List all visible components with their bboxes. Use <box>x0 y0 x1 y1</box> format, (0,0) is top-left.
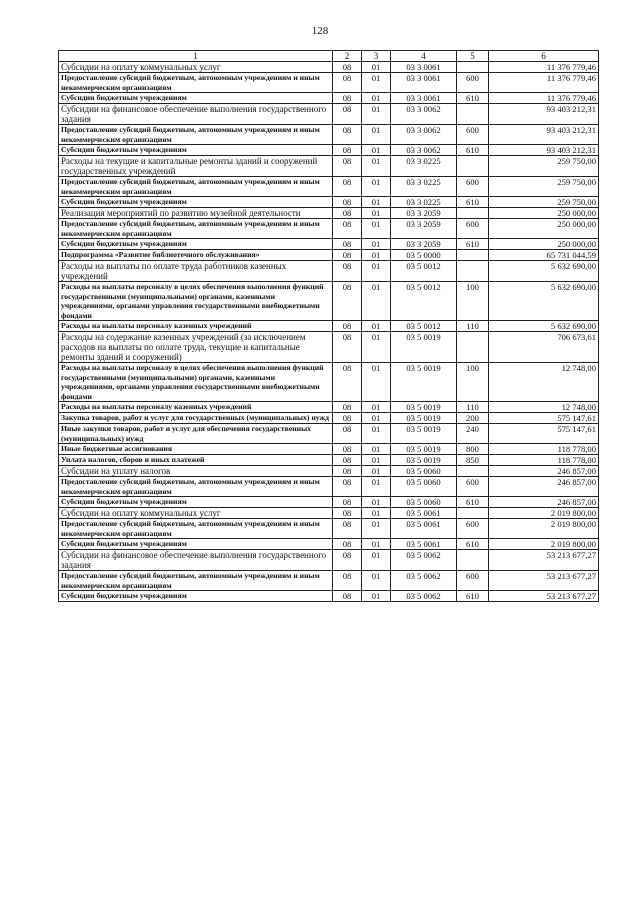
section-cell: 08 <box>333 519 362 539</box>
subsection-cell: 01 <box>362 282 391 321</box>
section-cell: 08 <box>333 219 362 239</box>
amount-cell: 12 748,00 <box>489 402 599 413</box>
item-name-cell: Предоставление субсидий бюджетным, автономным учреждениям и иным некоммерческим организациям <box>59 477 333 497</box>
table-row <box>59 550 599 571</box>
item-name-cell: Субсидии бюджетным учреждениям <box>59 591 333 602</box>
table-row <box>59 508 599 519</box>
subsection-cell: 01 <box>362 508 391 519</box>
subsection-cell: 01 <box>362 519 391 539</box>
target-article-cell: 03 3 0062 <box>391 104 457 125</box>
target-article-cell: 03 5 0019 <box>391 424 457 444</box>
section-cell: 08 <box>333 104 362 125</box>
section-cell: 08 <box>333 145 362 156</box>
section-cell: 08 <box>333 332 362 363</box>
subsection-cell: 01 <box>362 444 391 455</box>
item-name-cell: Уплата налогов, сборов и иных платежей <box>59 455 333 466</box>
target-article-cell: 03 5 0060 <box>391 466 457 477</box>
expense-type-cell: 600 <box>457 177 489 197</box>
amount-cell: 118 778,00 <box>489 455 599 466</box>
item-name-cell: Предоставление субсидий бюджетным, автономным учреждениям и иным некоммерческим организациям <box>59 519 333 539</box>
section-cell: 08 <box>333 508 362 519</box>
table-row <box>59 177 599 197</box>
target-article-cell: 03 3 2059 <box>391 219 457 239</box>
item-name-cell: Закупка товаров, работ и услуг для государственных (муниципальных) нужд <box>59 413 333 424</box>
expense-type-cell <box>457 156 489 177</box>
expense-type-cell: 100 <box>457 282 489 321</box>
target-article-cell: 03 5 0062 <box>391 571 457 591</box>
amount-cell: 2 019 800,00 <box>489 539 599 550</box>
table-header-row <box>59 51 599 62</box>
subsection-cell: 01 <box>362 125 391 145</box>
subsection-cell: 01 <box>362 477 391 497</box>
section-cell: 08 <box>333 208 362 219</box>
subsection-cell: 01 <box>362 455 391 466</box>
amount-cell: 5 632 690,00 <box>489 261 599 282</box>
subsection-cell: 01 <box>362 93 391 104</box>
table-row <box>59 145 599 156</box>
item-name-cell: Расходы на текущие и капитальные ремонты зданий и сооружений государственных учреждений <box>59 156 333 177</box>
column-header: 6 <box>489 51 599 62</box>
column-header: 3 <box>362 51 391 62</box>
subsection-cell: 01 <box>362 424 391 444</box>
expense-type-cell: 600 <box>457 219 489 239</box>
expense-type-cell: 240 <box>457 424 489 444</box>
item-name-cell: Реализация мероприятий по развитию музейной деятельности <box>59 208 333 219</box>
target-article-cell: 03 3 2059 <box>391 208 457 219</box>
expense-type-cell: 110 <box>457 402 489 413</box>
subsection-cell: 01 <box>362 332 391 363</box>
table-row <box>59 62 599 73</box>
item-name-cell: Предоставление субсидий бюджетным, автономным учреждениям и иным некоммерческим организациям <box>59 125 333 145</box>
item-name-cell: Субсидии на уплату налогов <box>59 466 333 477</box>
table-row <box>59 321 599 332</box>
table-row <box>59 591 599 602</box>
expense-type-cell <box>457 332 489 363</box>
expense-type-cell: 610 <box>457 239 489 250</box>
section-cell: 08 <box>333 413 362 424</box>
section-cell: 08 <box>333 550 362 571</box>
subsection-cell: 01 <box>362 539 391 550</box>
table-row <box>59 282 599 321</box>
target-article-cell: 03 5 0019 <box>391 455 457 466</box>
subsection-cell: 01 <box>362 208 391 219</box>
target-article-cell: 03 3 0225 <box>391 177 457 197</box>
amount-cell: 259 750,00 <box>489 197 599 208</box>
item-name-cell: Субсидии на оплату коммунальных услуг <box>59 508 333 519</box>
table-row <box>59 519 599 539</box>
section-cell: 08 <box>333 156 362 177</box>
item-name-cell: Расходы на выплаты персоналу в целях обеспечения выполнения функций государственными (муниципальными) органами, казенными учреждениями, органами управления государственными внебюджетными фондами <box>59 363 333 402</box>
target-article-cell: 03 3 0225 <box>391 197 457 208</box>
subsection-cell: 01 <box>362 219 391 239</box>
section-cell: 08 <box>333 197 362 208</box>
amount-cell: 250 000,00 <box>489 208 599 219</box>
expense-type-cell: 600 <box>457 73 489 93</box>
page-number: 128 <box>311 25 329 37</box>
table-row <box>59 250 599 261</box>
section-cell: 08 <box>333 321 362 332</box>
amount-cell: 12 748,00 <box>489 363 599 402</box>
table-row <box>59 571 599 591</box>
expense-type-cell <box>457 208 489 219</box>
subsection-cell: 01 <box>362 145 391 156</box>
expense-type-cell: 610 <box>457 197 489 208</box>
expense-type-cell <box>457 508 489 519</box>
amount-cell: 250 000,00 <box>489 219 599 239</box>
section-cell: 08 <box>333 125 362 145</box>
target-article-cell: 03 5 0019 <box>391 332 457 363</box>
section-cell: 08 <box>333 591 362 602</box>
column-header: 5 <box>457 51 489 62</box>
item-name-cell: Предоставление субсидий бюджетным, автономным учреждениям и иным некоммерческим организациям <box>59 571 333 591</box>
amount-cell: 5 632 690,00 <box>489 321 599 332</box>
item-name-cell: Расходы на выплаты персоналу в целях обеспечения выполнения функций государственными (муниципальными) органами, казенными учреждениями, органами управления государственными внебюджетными фондами <box>59 282 333 321</box>
target-article-cell: 03 5 0061 <box>391 508 457 519</box>
amount-cell: 259 750,00 <box>489 156 599 177</box>
section-cell: 08 <box>333 539 362 550</box>
section-cell: 08 <box>333 62 362 73</box>
expense-type-cell <box>457 62 489 73</box>
expense-type-cell: 610 <box>457 145 489 156</box>
amount-cell: 11 376 779,46 <box>489 73 599 93</box>
target-article-cell: 03 3 2059 <box>391 239 457 250</box>
table-row <box>59 104 599 125</box>
item-name-cell: Субсидии бюджетным учреждениям <box>59 239 333 250</box>
expense-type-cell <box>457 466 489 477</box>
table-row <box>59 363 599 402</box>
target-article-cell: 03 5 0012 <box>391 321 457 332</box>
subsection-cell: 01 <box>362 104 391 125</box>
table-row <box>59 332 599 363</box>
table-body <box>59 51 599 602</box>
item-name-cell: Субсидии на финансовое обеспечение выполнения государственного задания <box>59 550 333 571</box>
target-article-cell: 03 3 0061 <box>391 93 457 104</box>
section-cell: 08 <box>333 93 362 104</box>
subsection-cell: 01 <box>362 413 391 424</box>
section-cell: 08 <box>333 424 362 444</box>
table-row <box>59 413 599 424</box>
target-article-cell: 03 5 0019 <box>391 413 457 424</box>
target-article-cell: 03 5 0061 <box>391 519 457 539</box>
target-article-cell: 03 3 0225 <box>391 156 457 177</box>
section-cell: 08 <box>333 477 362 497</box>
expense-type-cell: 110 <box>457 321 489 332</box>
section-cell: 08 <box>333 363 362 402</box>
expense-type-cell <box>457 261 489 282</box>
target-article-cell: 03 5 0060 <box>391 497 457 508</box>
item-name-cell: Субсидии бюджетным учреждениям <box>59 497 333 508</box>
expense-type-cell: 600 <box>457 477 489 497</box>
section-cell: 08 <box>333 282 362 321</box>
amount-cell: 246 857,00 <box>489 497 599 508</box>
subsection-cell: 01 <box>362 177 391 197</box>
expense-type-cell: 600 <box>457 125 489 145</box>
subsection-cell: 01 <box>362 363 391 402</box>
table-row <box>59 208 599 219</box>
amount-cell: 2 019 800,00 <box>489 519 599 539</box>
target-article-cell: 03 5 0019 <box>391 402 457 413</box>
item-name-cell: Предоставление субсидий бюджетным, автономным учреждениям и иным некоммерческим организациям <box>59 73 333 93</box>
subsection-cell: 01 <box>362 591 391 602</box>
amount-cell: 118 778,00 <box>489 444 599 455</box>
expense-type-cell: 850 <box>457 455 489 466</box>
item-name-cell: Предоставление субсидий бюджетным, автономным учреждениям и иным некоммерческим организациям <box>59 219 333 239</box>
subsection-cell: 01 <box>362 466 391 477</box>
amount-cell: 53 213 677,27 <box>489 571 599 591</box>
amount-cell: 5 632 690,00 <box>489 282 599 321</box>
table-row <box>59 125 599 145</box>
table-row <box>59 156 599 177</box>
section-cell: 08 <box>333 177 362 197</box>
section-cell: 08 <box>333 444 362 455</box>
table-row <box>59 261 599 282</box>
subsection-cell: 01 <box>362 197 391 208</box>
item-name-cell: Субсидии бюджетным учреждениям <box>59 539 333 550</box>
expense-type-cell: 800 <box>457 444 489 455</box>
target-article-cell: 03 5 0060 <box>391 477 457 497</box>
amount-cell: 93 403 212,31 <box>489 104 599 125</box>
section-cell: 08 <box>333 497 362 508</box>
table-row <box>59 455 599 466</box>
amount-cell: 575 147,61 <box>489 424 599 444</box>
subsection-cell: 01 <box>362 571 391 591</box>
item-name-cell: Субсидии бюджетным учреждениям <box>59 145 333 156</box>
amount-cell: 11 376 779,46 <box>489 62 599 73</box>
table-row <box>59 402 599 413</box>
target-article-cell: 03 5 0062 <box>391 550 457 571</box>
table-row <box>59 197 599 208</box>
subsection-cell: 01 <box>362 402 391 413</box>
target-article-cell: 03 3 0061 <box>391 62 457 73</box>
target-article-cell: 03 5 0062 <box>391 591 457 602</box>
expense-type-cell <box>457 250 489 261</box>
table-row <box>59 466 599 477</box>
expense-type-cell <box>457 104 489 125</box>
target-article-cell: 03 3 0062 <box>391 125 457 145</box>
amount-cell: 93 403 212,31 <box>489 145 599 156</box>
amount-cell: 2 019 800,00 <box>489 508 599 519</box>
expense-type-cell <box>457 550 489 571</box>
amount-cell: 246 857,00 <box>489 477 599 497</box>
table-row <box>59 424 599 444</box>
section-cell: 08 <box>333 466 362 477</box>
item-name-cell: Расходы на выплаты по оплате труда работников казенных учреждений <box>59 261 333 282</box>
table-row <box>59 539 599 550</box>
subsection-cell: 01 <box>362 62 391 73</box>
expense-type-cell: 610 <box>457 93 489 104</box>
subsection-cell: 01 <box>362 321 391 332</box>
item-name-cell: Расходы на выплаты персоналу казенных учреждений <box>59 321 333 332</box>
amount-cell: 246 857,00 <box>489 466 599 477</box>
expense-type-cell: 600 <box>457 519 489 539</box>
target-article-cell: 03 5 0012 <box>391 282 457 321</box>
item-name-cell: Расходы на содержание казенных учреждений (за исключением расходов на выплаты по оплате труда, текущие и капитальные ремонты зданий и сооружений) <box>59 332 333 363</box>
expense-type-cell: 200 <box>457 413 489 424</box>
item-name-cell: Субсидии на оплату коммунальных услуг <box>59 62 333 73</box>
column-header: 1 <box>59 51 333 62</box>
target-article-cell: 03 5 0019 <box>391 363 457 402</box>
amount-cell: 250 000,00 <box>489 239 599 250</box>
budget-table <box>58 50 599 602</box>
subsection-cell: 01 <box>362 550 391 571</box>
item-name-cell: Расходы на выплаты персоналу казенных учреждений <box>59 402 333 413</box>
table-row <box>59 444 599 455</box>
item-name-cell: Иные бюджетные ассигнования <box>59 444 333 455</box>
section-cell: 08 <box>333 455 362 466</box>
expense-type-cell: 610 <box>457 539 489 550</box>
expense-type-cell: 600 <box>457 571 489 591</box>
table-row <box>59 477 599 497</box>
target-article-cell: 03 5 0019 <box>391 444 457 455</box>
expense-type-cell: 610 <box>457 497 489 508</box>
expense-type-cell: 610 <box>457 591 489 602</box>
section-cell: 08 <box>333 261 362 282</box>
section-cell: 08 <box>333 402 362 413</box>
subsection-cell: 01 <box>362 73 391 93</box>
section-cell: 08 <box>333 239 362 250</box>
target-article-cell: 03 3 0061 <box>391 73 457 93</box>
target-article-cell: 03 3 0062 <box>391 145 457 156</box>
item-name-cell: Субсидии бюджетным учреждениям <box>59 197 333 208</box>
amount-cell: 259 750,00 <box>489 177 599 197</box>
amount-cell: 11 376 779,46 <box>489 93 599 104</box>
table-row <box>59 219 599 239</box>
table-row <box>59 73 599 93</box>
item-name-cell: Предоставление субсидий бюджетным, автономным учреждениям и иным некоммерческим организациям <box>59 177 333 197</box>
expense-type-cell: 100 <box>457 363 489 402</box>
item-name-cell: Иные закупки товаров, работ и услуг для обеспечения государственных (муниципальных) нужд <box>59 424 333 444</box>
target-article-cell: 03 5 0000 <box>391 250 457 261</box>
amount-cell: 65 731 044,59 <box>489 250 599 261</box>
section-cell: 08 <box>333 250 362 261</box>
subsection-cell: 01 <box>362 497 391 508</box>
table-row <box>59 497 599 508</box>
target-article-cell: 03 5 0061 <box>391 539 457 550</box>
item-name-cell: Субсидии на финансовое обеспечение выполнения государственного задания <box>59 104 333 125</box>
table-row <box>59 93 599 104</box>
item-name-cell: Субсидии бюджетным учреждениям <box>59 93 333 104</box>
amount-cell: 53 213 677,27 <box>489 591 599 602</box>
table-row <box>59 239 599 250</box>
subsection-cell: 01 <box>362 156 391 177</box>
section-cell: 08 <box>333 571 362 591</box>
amount-cell: 93 403 212,31 <box>489 125 599 145</box>
amount-cell: 53 213 677,27 <box>489 550 599 571</box>
target-article-cell: 03 5 0012 <box>391 261 457 282</box>
column-header: 4 <box>391 51 457 62</box>
amount-cell: 706 673,61 <box>489 332 599 363</box>
section-cell: 08 <box>333 73 362 93</box>
subsection-cell: 01 <box>362 250 391 261</box>
column-header: 2 <box>333 51 362 62</box>
subsection-cell: 01 <box>362 239 391 250</box>
subsection-cell: 01 <box>362 261 391 282</box>
item-name-cell: Подпрограмма «Развитие библиотечного обслуживания» <box>59 250 333 261</box>
amount-cell: 575 147,61 <box>489 413 599 424</box>
